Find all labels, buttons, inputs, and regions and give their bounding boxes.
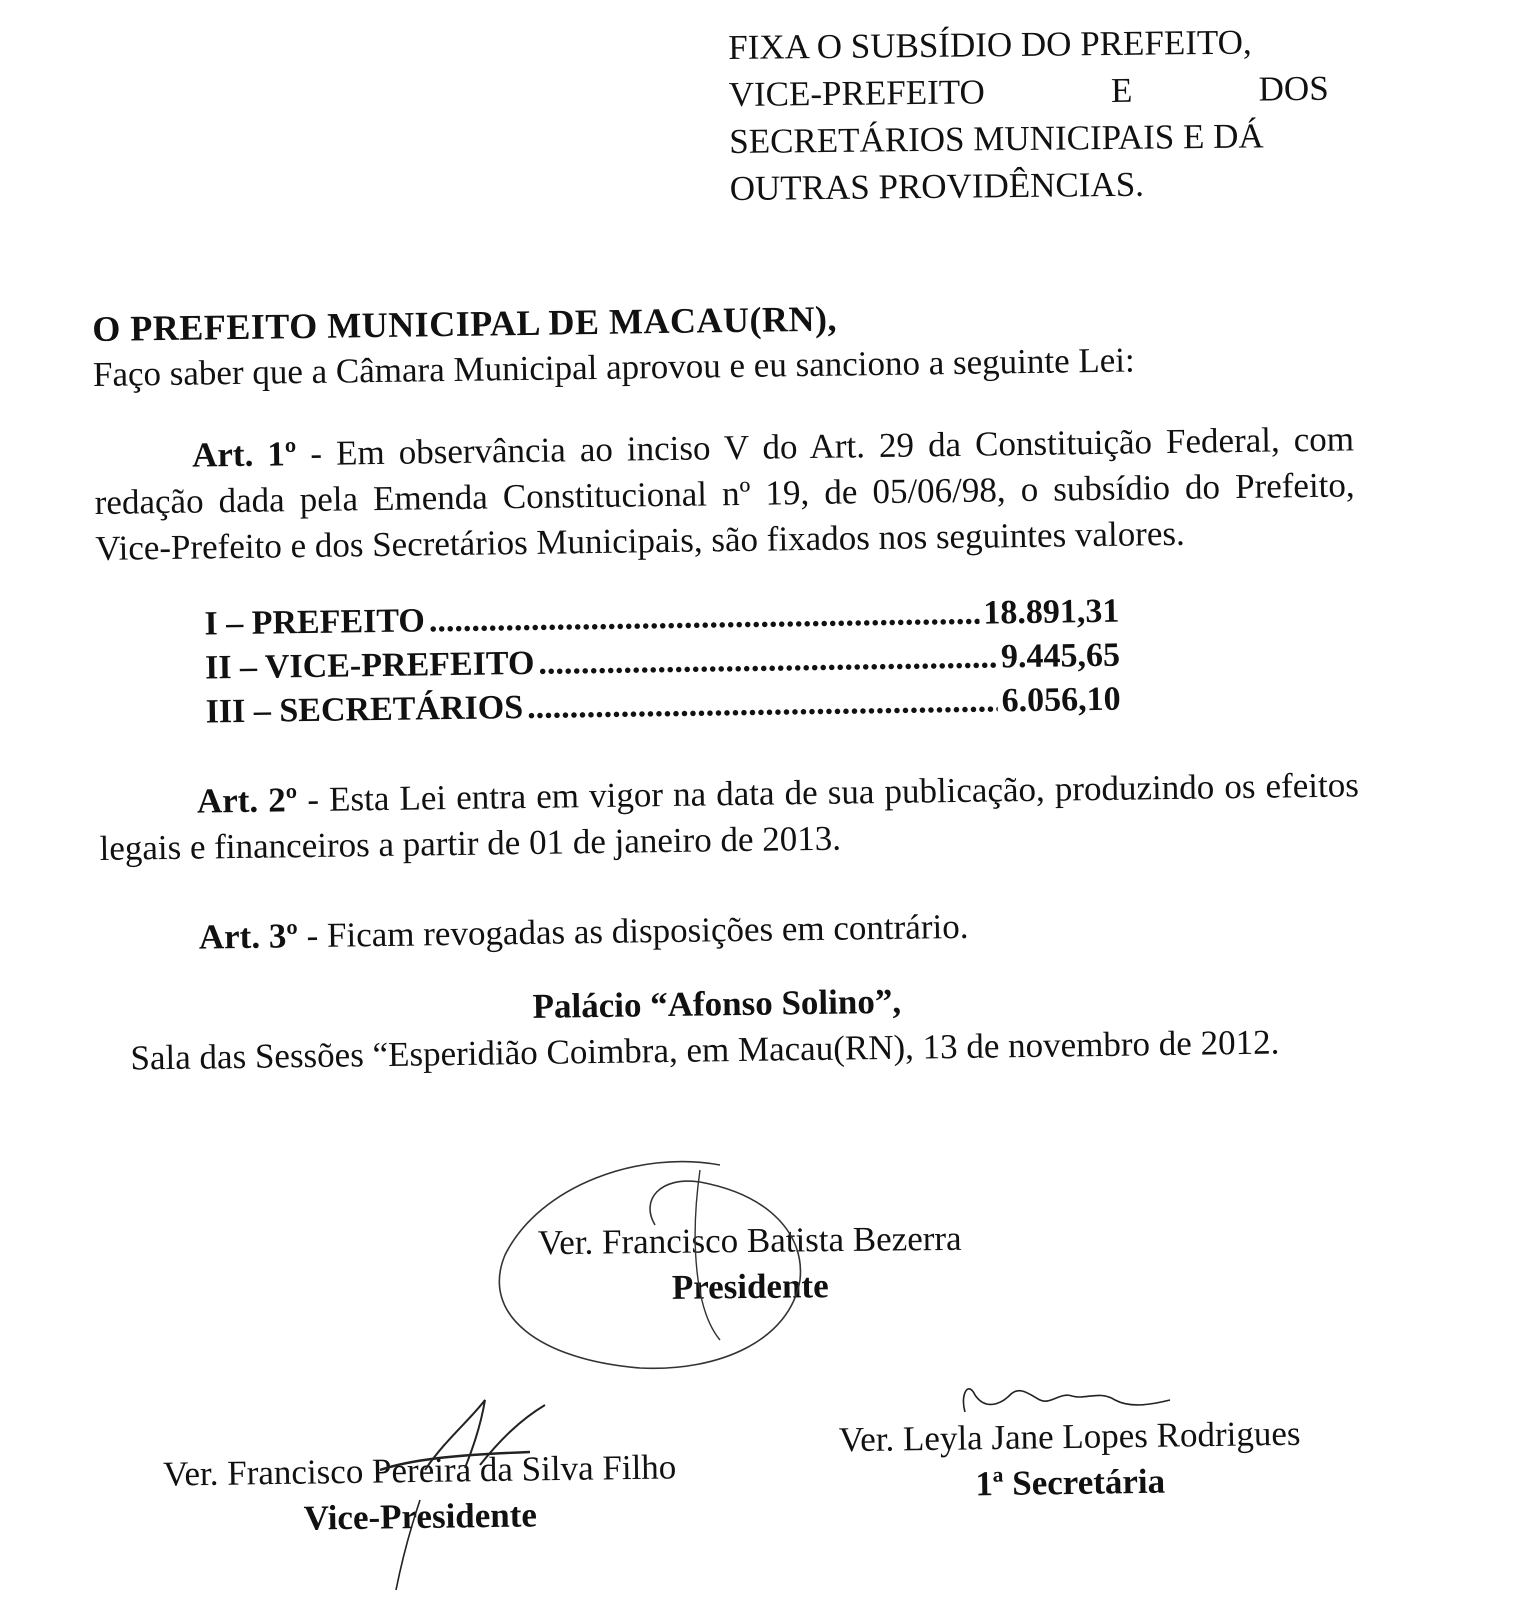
article-2 [99, 762, 1360, 872]
article-label: Art. 1º [191, 434, 297, 475]
session-date-line: Sala das Sessões “Esperidião Coimbra, em Macau(RN), 13 de novembro de 2012. [130, 1022, 1280, 1078]
palace-name: Palácio “Afonso Solino”, [532, 981, 902, 1026]
subsidy-values [204, 590, 1121, 735]
preamble-heading: O PREFEITO MUNICIPAL DE MACAU(RN), [92, 298, 838, 349]
signer-name: Ver. Francisco Batista Bezerra [537, 1218, 962, 1263]
ementa-summary [728, 18, 1330, 212]
leader-dots [429, 592, 980, 644]
signer-role: Vice-Presidente [303, 1495, 538, 1538]
signature-secretary [809, 1410, 1330, 1509]
article-text: - Esta Lei entra em vigor na data de sua publicação, produzindo os efeitos legais e financeiros a partir de 01 de janeiro de 2013. [99, 765, 1360, 868]
signer-name: Ver. Francisco Pereira da Silva Filho [162, 1447, 677, 1494]
article-1 [94, 416, 1356, 572]
signature-president [510, 1215, 991, 1312]
leader-dots [538, 635, 997, 685]
law-body [92, 288, 1363, 1082]
value-amount: 18.891,31 [983, 592, 1120, 632]
article-text: - Em observância ao inciso V do Art. 29 da Constituição Federal, com redação dada pela Emenda Constitucional nº 19, de 05/06/98, o subsídio do Prefeito, Vice-Prefeito e dos Secretários Municipais, são fixados nos seguintes valores. [94, 419, 1355, 568]
signer-name: Ver. Leyla Jane Lopes Rodrigues [838, 1413, 1301, 1460]
value-item: I – PREFEITO [204, 602, 426, 643]
value-item: II – VICE-PREFEITO [204, 644, 535, 687]
ementa-word: E [1110, 70, 1133, 110]
article-label: Art. 2º [196, 780, 298, 821]
secretary-signature-mark [963, 1389, 1170, 1412]
signature-vice-president [129, 1444, 710, 1544]
ementa-word: DOS [1258, 68, 1329, 109]
signer-role: Presidente [671, 1266, 829, 1307]
article-text: - Ficam revogadas as disposições em contrário. [297, 906, 969, 956]
leader-dots [527, 679, 998, 730]
value-item: III – SECRETÁRIOS [205, 689, 524, 731]
preamble-text: Faço saber que a Câmara Municipal aprovou e eu sanciono a seguinte Lei: [92, 340, 1135, 394]
value-amount: 9.445,65 [1000, 636, 1121, 676]
ementa-line: OUTRAS PROVIDÊNCIAS. [729, 164, 1145, 208]
ementa-line [728, 65, 1328, 118]
ementa-line: SECRETÁRIOS MUNICIPAIS E DÁ [729, 116, 1264, 161]
article-label: Art. 3º [198, 916, 299, 957]
ementa-word: VICE-PREFEITO [728, 72, 985, 114]
value-amount: 6.056,10 [1001, 680, 1121, 720]
ementa-line: FIXA O SUBSÍDIO DO PREFEITO, [728, 22, 1252, 67]
signer-role: 1ª Secretária [975, 1461, 1166, 1504]
